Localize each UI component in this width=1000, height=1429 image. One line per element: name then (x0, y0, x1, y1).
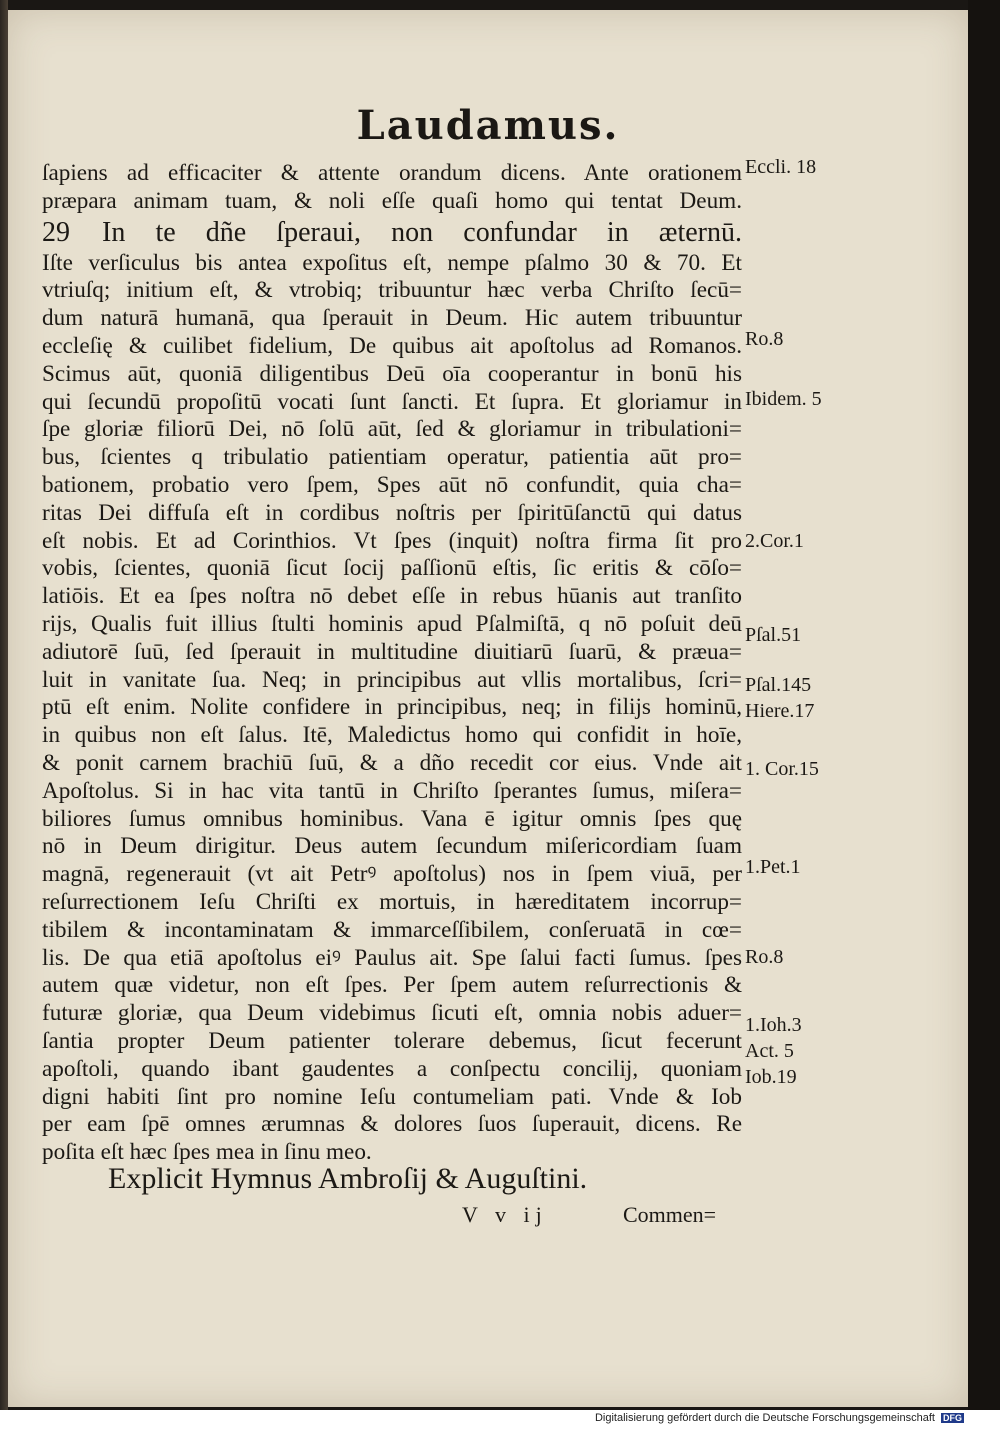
credit-text: Digitalisierung gefördert durch die Deutsche Forschungsgemeinschaft (594, 1412, 935, 1424)
text-line: vobis, ſcientes, quoniā ſicut ſocij paſſionū eſtis, ſic eritis & cōſo= (42, 555, 742, 582)
page-heading: Laudamus. (356, 102, 620, 149)
text-line: latiōis. Et ea ſpes noſtra nō debet eſſe in rebus hūanis aut tranſito (42, 583, 742, 610)
text-line: adiutorē ſuū, ſed ſperauit in multitudine diuitiarū ſuarū, & præua= (42, 638, 742, 665)
text-line: vtriuſq; initium eſt, & vtrobiq; tribuuntur hæc verba Chriſto ſecū= (42, 277, 742, 304)
text-line: eſt nobis. Et ad Corinthios. Vt ſpes (inquit) noſtra firma ſit pro (42, 527, 742, 554)
margin-note: Iob.19 (745, 1066, 797, 1088)
text-line: digni habiti ſint pro nomine Ieſu contumeliam pati. Vnde & Iob (42, 1083, 742, 1110)
margin-note: Ro.8 (745, 946, 784, 968)
margin-note: Hiere.17 (745, 700, 815, 722)
verse-heading-line (42, 216, 742, 250)
text-line: ritas Dei diffuſa eſt in cordibus noſtris per ſpiritūſanctū qui datus (42, 499, 742, 526)
text-line: Apoſtolus. Si in hac vita tantū in Chriſto ſperantes ſumus, miſera= (42, 777, 742, 804)
text-line: nō in Deum dirigitur. Deus autem ſecundum miſericordiam ſuam (42, 833, 742, 860)
text-line: ptū eſt enim. Nolite confidere in principibus, neq; in filijs hominū, (42, 694, 742, 721)
explicit-line: Explicit Hymnus Ambroſij & Auguſtini. (108, 1162, 588, 1195)
text-line: bus, ſcientes q tribulatio patientiam operatur, patientia aūt pro= (42, 444, 742, 471)
scan-edge (968, 0, 1000, 1410)
verse-number: 29 (42, 216, 70, 248)
book-page (8, 10, 968, 1407)
margin-note: 1.Pet.1 (745, 856, 801, 878)
margin-note: Eccli. 18 (745, 156, 817, 178)
verse-heading: In te dñe ſperaui, non confundar in æternū. (102, 216, 742, 248)
margin-note: Ibidem. 5 (745, 388, 822, 410)
margin-note: Pſal.145 (745, 674, 812, 696)
margin-note: 2.Cor.1 (745, 530, 804, 552)
text-line: biliores ſumus omnibus hominibus. Vana ē igitur omnis ſpes quę (42, 805, 742, 832)
margin-note: 1.Ioh.3 (745, 1014, 802, 1036)
text-line: rijs, Qualis fuit illius ſtulti hominis apud Pſalmiſtā, q nō poſuit deū (42, 610, 742, 637)
text-line: poſita eſt hæc ſpes mea in ſinu meo. (42, 1139, 372, 1166)
text-line: per eam ſpē omnes ærumnas & dolores ſuos ſuperauit, dicens. Re (42, 1111, 742, 1138)
text-line: in quibus non eſt ſalus. Itē, Maledictus homo qui confidit in hoīe, (42, 722, 742, 749)
text-line: qui ſecundū propoſitū vocati ſunt ſancti. Et ſupra. Et gloriamur in (42, 388, 742, 415)
margin-note: 1. Cor.15 (745, 758, 819, 780)
main-text (42, 160, 742, 1167)
text-line: autem quæ videtur, non eſt ſpes. Per ſpem autem reſurrectionis & (42, 972, 742, 999)
text-line: apoſtoli, quando ibant gaudentes a conſpectu concilij, quoniam (42, 1055, 742, 1082)
text-line: futuræ gloriæ, qua Deum videbimus ſicuti eſt, omnia nobis aduer= (42, 1000, 742, 1027)
text-line: ſpe gloriæ filiorū Dei, nō ſolū aūt, ſed & gloriamur in tribulationi= (42, 416, 742, 443)
book-spine (0, 0, 8, 1410)
text-line: Scimus aūt, quoniā diligentibus Deū oīa cooperantur in bonū his (42, 360, 742, 387)
margin-note: Ro.8 (745, 328, 784, 350)
text-line: tibilem & incontaminatam & immarceſſibilem, conſeruatā in cœ= (42, 916, 742, 943)
text-line: ſapiens ad efficaciter & attente orandum dicens. Ante orationem (42, 160, 742, 186)
text-line: eccleſię & cuilibet fidelium, De quibus ait apoſtolus ad Romanos. (42, 332, 742, 359)
text-line: luit in vanitate ſua. Neq; in principibus aut vllis mortalibus, ſcri= (42, 666, 742, 693)
text-line: præpara animam tuam, & noli eſſe quaſi homo qui tentat Deum. (42, 187, 742, 214)
text-line: magnā, regenerauit (vt ait Petrꝰ apoſtolus) nos in ſpem viuā, per (42, 861, 742, 888)
text-line: & ponit carnem brachiū ſuū, & a dño recedit cor eius. Vnde ait (42, 749, 742, 776)
catchword: Commen= (623, 1202, 717, 1227)
text-line: bationem, probatio vero ſpem, Spes aūt nō confundit, quia cha= (42, 471, 742, 498)
text-line: reſurrectionem Ieſu Chriſti ex mortuis, in hæreditatem incorrup= (42, 888, 742, 915)
text-line: Iſte verſiculus bis antea expoſitus eſt, nempe pſalmo 30 & 70. Et (42, 249, 742, 276)
signature-mark: V v ij (462, 1202, 548, 1227)
digitization-credit (595, 1412, 964, 1424)
margin-note: Act. 5 (745, 1040, 794, 1062)
text-line: ſantia propter Deum patienter tolerare debemus, ſicut fecerunt (42, 1027, 742, 1054)
dfg-logo: DFG (943, 1413, 962, 1423)
text-line: lis. De qua etiā apoſtolus eiꝰ Paulus ait. Spe ſalui facti ſumus. ſpes (42, 944, 742, 971)
text-line: dum naturā humanā, qua ſperauit in Deum. Hic autem tribuuntur (42, 305, 742, 332)
margin-note: Pſal.51 (745, 624, 802, 646)
